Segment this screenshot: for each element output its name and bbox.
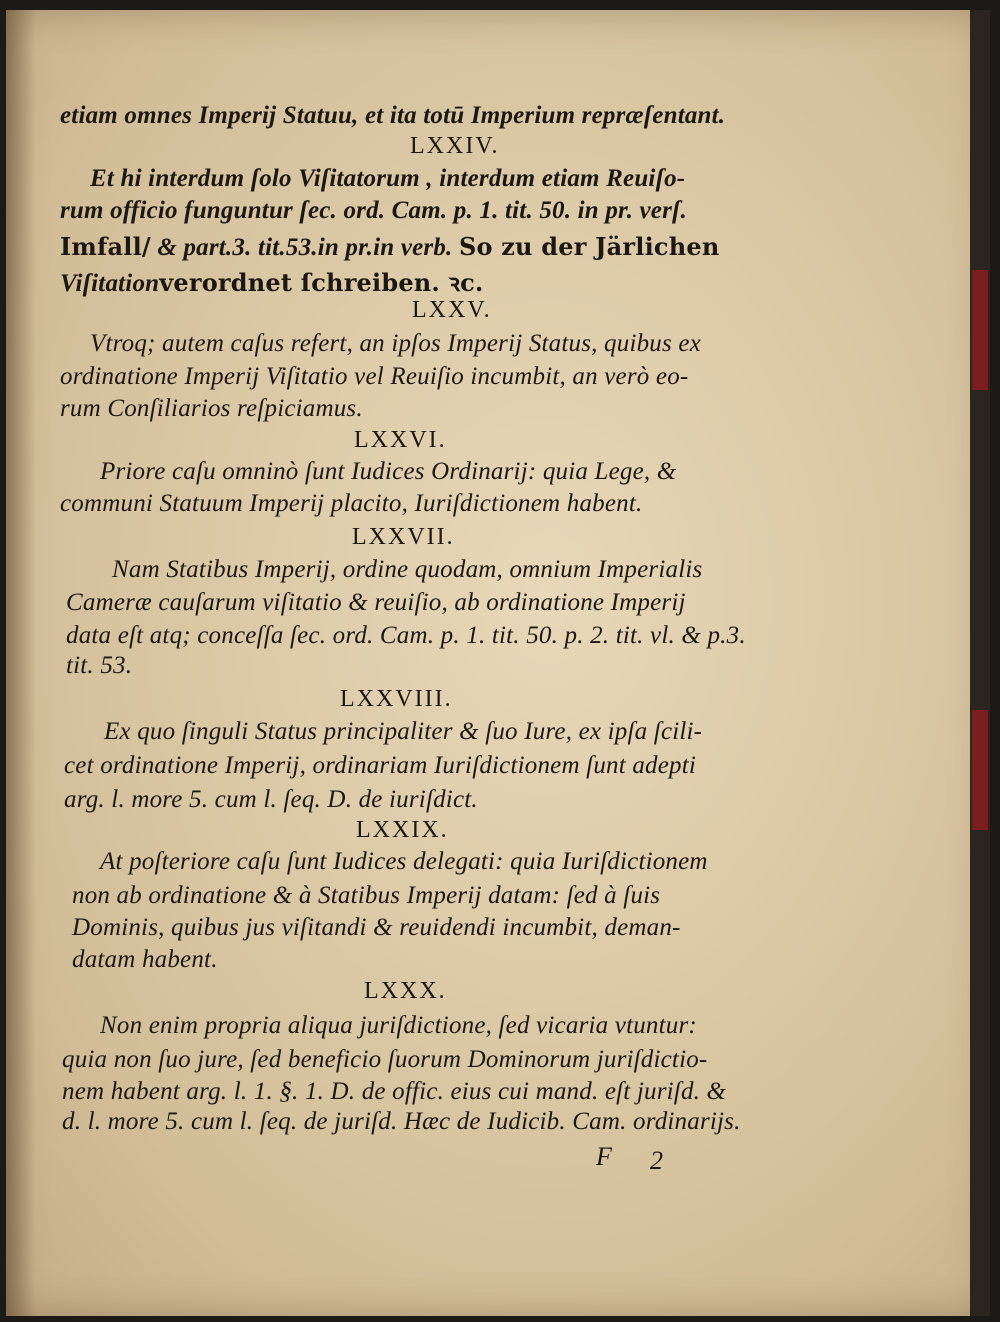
text-line: etiam omnes Imperij Statuu, et ita totū Imperium repræſentant. (60, 102, 726, 129)
fraktur-text: So zu der Järlichen (458, 232, 720, 261)
text-line: tit. 53. (66, 652, 133, 679)
text-line: Dominis, quibus jus viſitandi & reuidendi incumbit, deman- (72, 914, 681, 941)
text-line: rum Conſiliarios reſpiciamus. (60, 395, 363, 422)
section-heading: LXXIX. (356, 817, 449, 843)
signature-number: 2 (650, 1146, 663, 1175)
text-line: Nam Statibus Imperij, ordine quodam, omnium Imperialis (112, 556, 703, 583)
text-line: rum officio funguntur ſec. ord. Cam. p. 1. tit. 50. in pr. verſ. (60, 197, 687, 224)
text-line: non ab ordinatione & à Statibus Imperij datam: ſed à ſuis (72, 882, 661, 909)
section-heading: LXXX. (364, 978, 447, 1004)
text-line: communi Statuum Imperij placito, Iuriſdictionem habent. (60, 490, 643, 517)
section-heading: LXXVIII. (340, 686, 453, 712)
text-line-mixed (60, 232, 1000, 262)
page-gutter-shadow (6, 10, 36, 1316)
latin-text: Viſitation (60, 270, 160, 297)
fraktur-text: verordnet ſchreiben. ꝛc. (159, 268, 484, 297)
text-line: Cameræ cauſarum viſitatio & reuiſio, ab ordinatione Imperij (66, 589, 686, 616)
text-line: quia non ſuo jure, ſed beneficio ſuorum Dominorum juriſdictio- (62, 1046, 708, 1073)
text-line: Vtroq; autem caſus refert, an ipſos Imperij Status, quibus ex (90, 330, 701, 357)
text-line: ordinatione Imperij Viſitatio vel Reuiſio incumbit, an verò eo- (60, 363, 689, 390)
section-heading: LXXVII. (352, 524, 455, 550)
text-line: Ex quo ſinguli Status principaliter & ſuo Iure, ex ipſa ſcili- (104, 718, 703, 745)
text-line: Et hi interdum ſolo Viſitatorum , interdum etiam Reuiſo- (90, 165, 686, 192)
text-line: datam habent. (72, 946, 218, 973)
text-line-mixed (60, 266, 1000, 299)
section-heading: LXXV. (412, 297, 492, 323)
signature-mark: F (596, 1142, 612, 1171)
text-line: data eſt atq; conceſſa ſec. ord. Cam. p. 1. tit. 50. p. 2. tit. vl. & p.3. (66, 622, 746, 649)
text-line: cet ordinatione Imperij, ordinariam Iuriſdictionem ſunt adepti (64, 752, 697, 779)
text-line: arg. l. more 5. cum l. ſeq. D. de iuriſdict. (64, 786, 478, 813)
section-heading: LXXVI. (354, 427, 447, 453)
text-line: At poſteriore caſu ſunt Iudices delegati: quia Iuriſdictionem (100, 848, 708, 875)
latin-text: & part.3. tit.53.in pr.in verb. (150, 234, 459, 261)
text-line: d. l. more 5. cum l. ſeq. de juriſd. Hæc de Iudicib. Cam. ordinarijs. (62, 1108, 741, 1135)
text-line: nem habent arg. l. 1. §. 1. D. de offic. eius cui mand. eſt juriſd. & (62, 1078, 727, 1105)
section-heading: LXXIV. (410, 133, 500, 159)
fraktur-text: Imfall/ (60, 232, 151, 261)
text-line: Priore caſu omninò ſunt Iudices Ordinarij: quia Lege, & (100, 458, 677, 485)
text-line: Non enim propria aliqua juriſdictione, ſed vicaria vtuntur: (100, 1012, 697, 1039)
